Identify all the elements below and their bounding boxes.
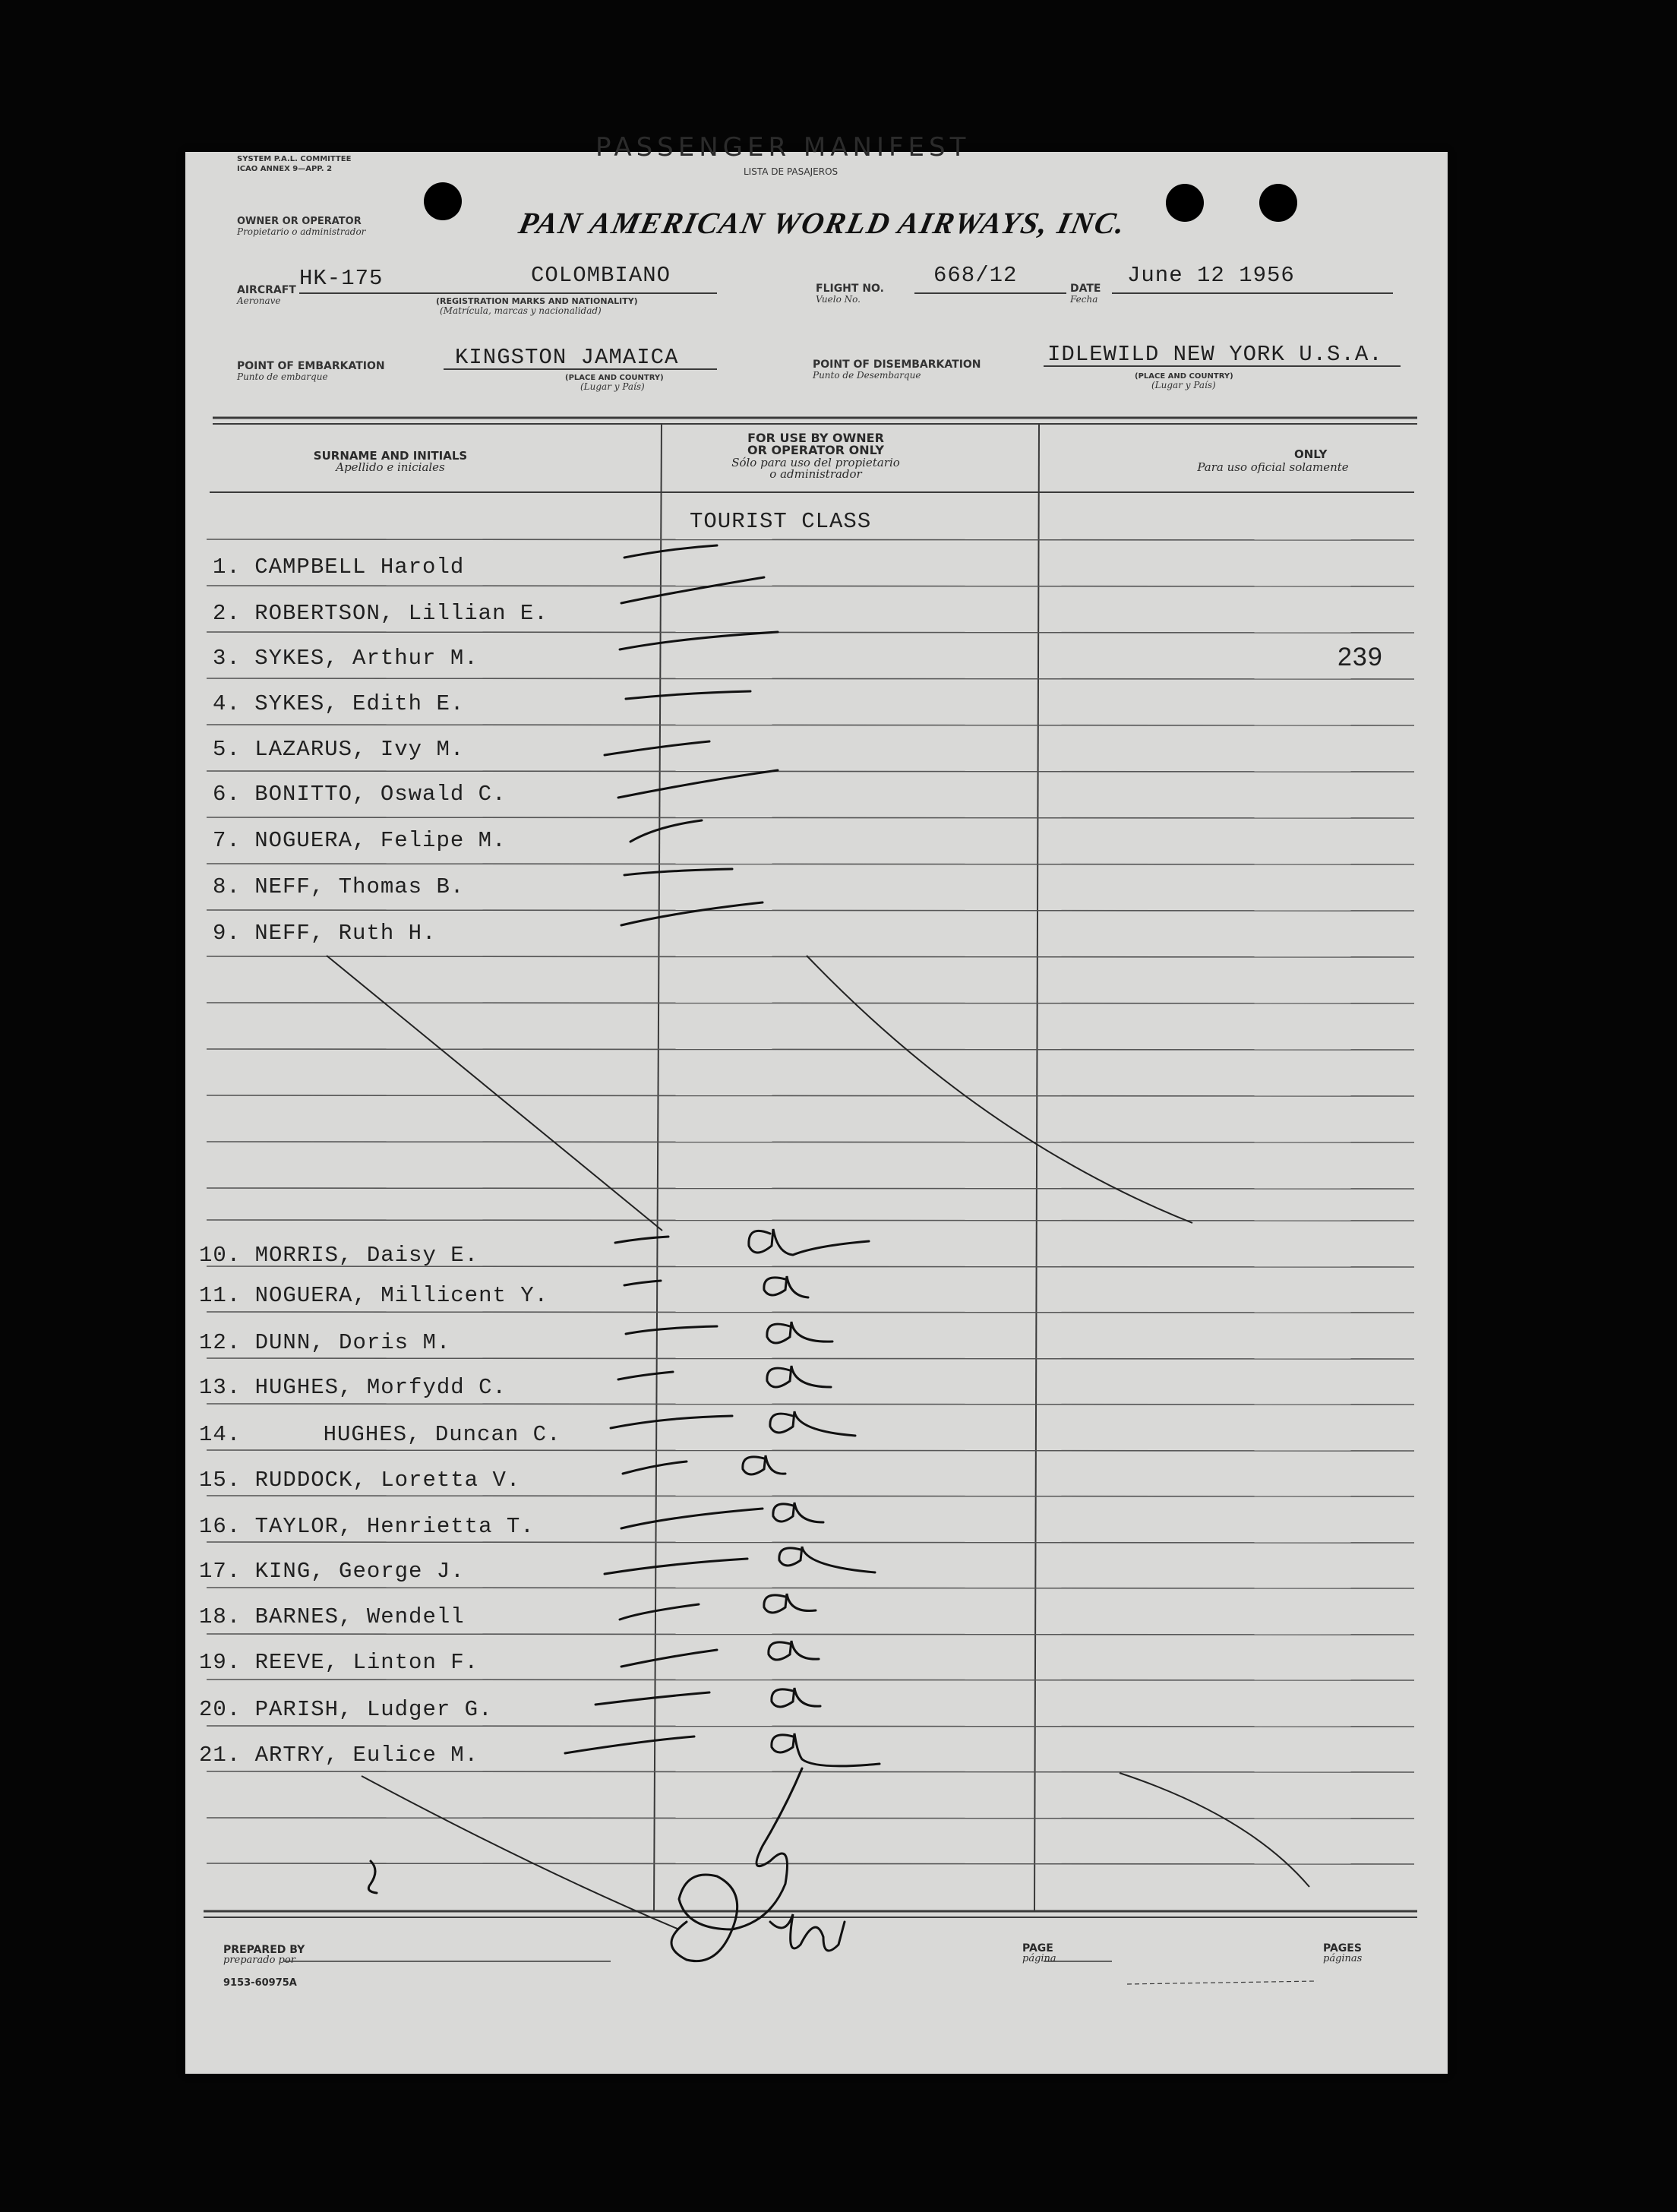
disembarkation-place: IDLEWILD NEW YORK U.S.A. — [1047, 342, 1383, 367]
row-rules — [207, 539, 1414, 1864]
col-owner-header-es-2: o administrador — [769, 467, 862, 481]
flight-label-es: Vuelo No. — [816, 294, 861, 305]
place-caption-es-2: (Lugar y País) — [1151, 380, 1216, 390]
pen-tick-marks-2 — [565, 1237, 763, 1753]
row-rule — [207, 956, 1414, 957]
passenger-row: 8. NEFF, Thomas B. — [213, 874, 465, 899]
aircraft-label-es: Aeronave — [237, 295, 281, 306]
passenger-row: 4. SYKES, Edith E. — [213, 691, 465, 716]
passenger-row: 15. RUDDOCK, Loretta V. — [199, 1468, 521, 1493]
manifest-title: PASSENGER MANIFEST — [595, 132, 971, 163]
col-surname-header: SURNAME AND INITIALS — [313, 449, 468, 463]
pages-label-es: páginas — [1323, 1953, 1363, 1964]
manifest-title-es: LISTA DE PASAJEROS — [744, 166, 838, 177]
passenger-row: 3. SYKES, Arthur M. — [213, 646, 478, 671]
form-rules-and-pen-marks — [185, 152, 1448, 2074]
official-note-239: 239 — [1337, 643, 1383, 672]
pages-line — [1127, 1981, 1317, 1984]
airline-name: PAN AMERICAN WORLD AIRWAYS, INC. — [516, 206, 1130, 240]
passenger-row: 10. MORRIS, Daisy E. — [199, 1243, 479, 1268]
row-rule — [207, 1771, 1414, 1772]
form-number: 9153-60975A — [223, 1977, 297, 1989]
passenger-row: 13. HUGHES, Morfydd C. — [199, 1375, 507, 1400]
embarkation-label-es: Punto de embarque — [237, 371, 328, 382]
row-rule — [207, 539, 1414, 540]
diagonal-cancel-lines — [327, 956, 1309, 1929]
row-rule — [207, 1726, 1414, 1727]
passenger-row: 2. ROBERTSON, Lillian E. — [213, 601, 548, 626]
aircraft-label: AIRCRAFT — [237, 284, 296, 296]
passenger-row: 20. PARISH, Ludger G. — [199, 1697, 493, 1722]
passenger-row: 11. NOGUERA, Millicent Y. — [199, 1283, 549, 1308]
handwritten-a-marks — [368, 1229, 880, 1961]
owner-label-es: Propietario o administrador — [237, 226, 366, 237]
row-rule — [207, 1542, 1414, 1543]
row-rule — [207, 1220, 1414, 1221]
page-label: PAGE — [1022, 1942, 1053, 1954]
place-caption-es-1: (Lugar y País) — [580, 381, 645, 392]
row-rule — [207, 1818, 1414, 1819]
passenger-row: 21. ARTRY, Eulice M. — [199, 1743, 479, 1768]
page-label-es: página — [1022, 1953, 1056, 1964]
flight-date: June 12 1956 — [1127, 263, 1295, 288]
class-label: TOURIST CLASS — [690, 509, 872, 534]
row-rule — [207, 1358, 1414, 1359]
row-rule — [207, 817, 1414, 818]
passenger-row: 6. BONITTO, Oswald C. — [213, 782, 507, 807]
row-rule — [207, 1049, 1414, 1050]
passenger-row: 17. KING, George J. — [199, 1559, 465, 1584]
registration-caption-es: (Matrícula, marcas y nacionalidad) — [440, 305, 602, 316]
date-label: DATE — [1070, 283, 1101, 295]
col-owner-header-2: OR OPERATOR ONLY — [747, 443, 884, 457]
place-caption-1: (PLACE AND COUNTRY) — [565, 374, 664, 382]
prepared-by-label: PREPARED BY — [223, 1944, 305, 1956]
passenger-row: 18. BARNES, Wendell — [199, 1604, 465, 1629]
row-rule — [207, 1634, 1414, 1635]
disembarkation-label: POINT OF DISEMBARKATION — [813, 359, 981, 371]
col-official-header-es: Para uso oficial solamente — [1197, 460, 1349, 474]
row-rule — [207, 1266, 1414, 1267]
aircraft-registration: HK-175 — [299, 266, 384, 291]
owner-label: OWNER OR OPERATOR — [237, 216, 362, 227]
passenger-row: 5. LAZARUS, Ivy M. — [213, 737, 465, 762]
embarkation-place: KINGSTON JAMAICA — [455, 345, 679, 370]
place-caption-2: (PLACE AND COUNTRY) — [1135, 372, 1233, 381]
passenger-row: 12. DUNN, Doris M. — [199, 1330, 451, 1355]
col-owner-header-es-1: Sólo para uso del propietario — [731, 456, 900, 469]
date-label-es: Fecha — [1070, 294, 1098, 305]
disembarkation-label-es: Punto de Desembarque — [813, 370, 921, 381]
row-rule — [207, 1312, 1414, 1313]
committee-line-2: ICAO ANNEX 9—APP. 2 — [237, 165, 333, 173]
col-owner-header-1: FOR USE BY OWNER — [747, 431, 884, 445]
manifest-sheet — [185, 132, 1448, 2074]
aircraft-nationality: COLOMBIANO — [531, 263, 671, 288]
col-surname-header-es: Apellido e iniciales — [336, 460, 445, 474]
col-official-header: ONLY — [1294, 447, 1328, 461]
passenger-row: 19. REEVE, Linton F. — [199, 1650, 479, 1675]
passenger-row: 1. CAMPBELL Harold — [213, 555, 465, 580]
embarkation-label: POINT OF EMBARKATION — [237, 360, 385, 372]
row-rule — [207, 1095, 1414, 1096]
passenger-row: 7. NOGUERA, Felipe M. — [213, 828, 507, 853]
column-divider-2 — [1034, 424, 1039, 1911]
pen-tick-marks-1 — [605, 545, 778, 925]
row-rule — [207, 771, 1414, 772]
passenger-row: 14. HUGHES, Duncan C. — [199, 1422, 561, 1447]
pages-label: PAGES — [1323, 1942, 1362, 1954]
row-rule — [207, 1450, 1414, 1451]
row-rule — [207, 1404, 1414, 1405]
passenger-row: 9. NEFF, Ruth H. — [213, 921, 437, 946]
prepared-by-label-es: preparado por — [223, 1954, 295, 1966]
row-rule — [207, 910, 1414, 911]
flight-number: 668/12 — [933, 263, 1018, 288]
passenger-row: 16. TAYLOR, Henrietta T. — [199, 1514, 535, 1539]
row-rule — [207, 1188, 1414, 1189]
column-divider-1 — [654, 424, 662, 1911]
registration-caption: (REGISTRATION MARKS AND NATIONALITY) — [436, 296, 638, 306]
flight-label: FLIGHT NO. — [816, 283, 884, 295]
row-rule — [207, 632, 1414, 633]
row-rule — [207, 678, 1414, 679]
row-rule — [207, 1863, 1414, 1864]
committee-line-1: SYSTEM P.A.L. COMMITTEE — [237, 155, 352, 163]
